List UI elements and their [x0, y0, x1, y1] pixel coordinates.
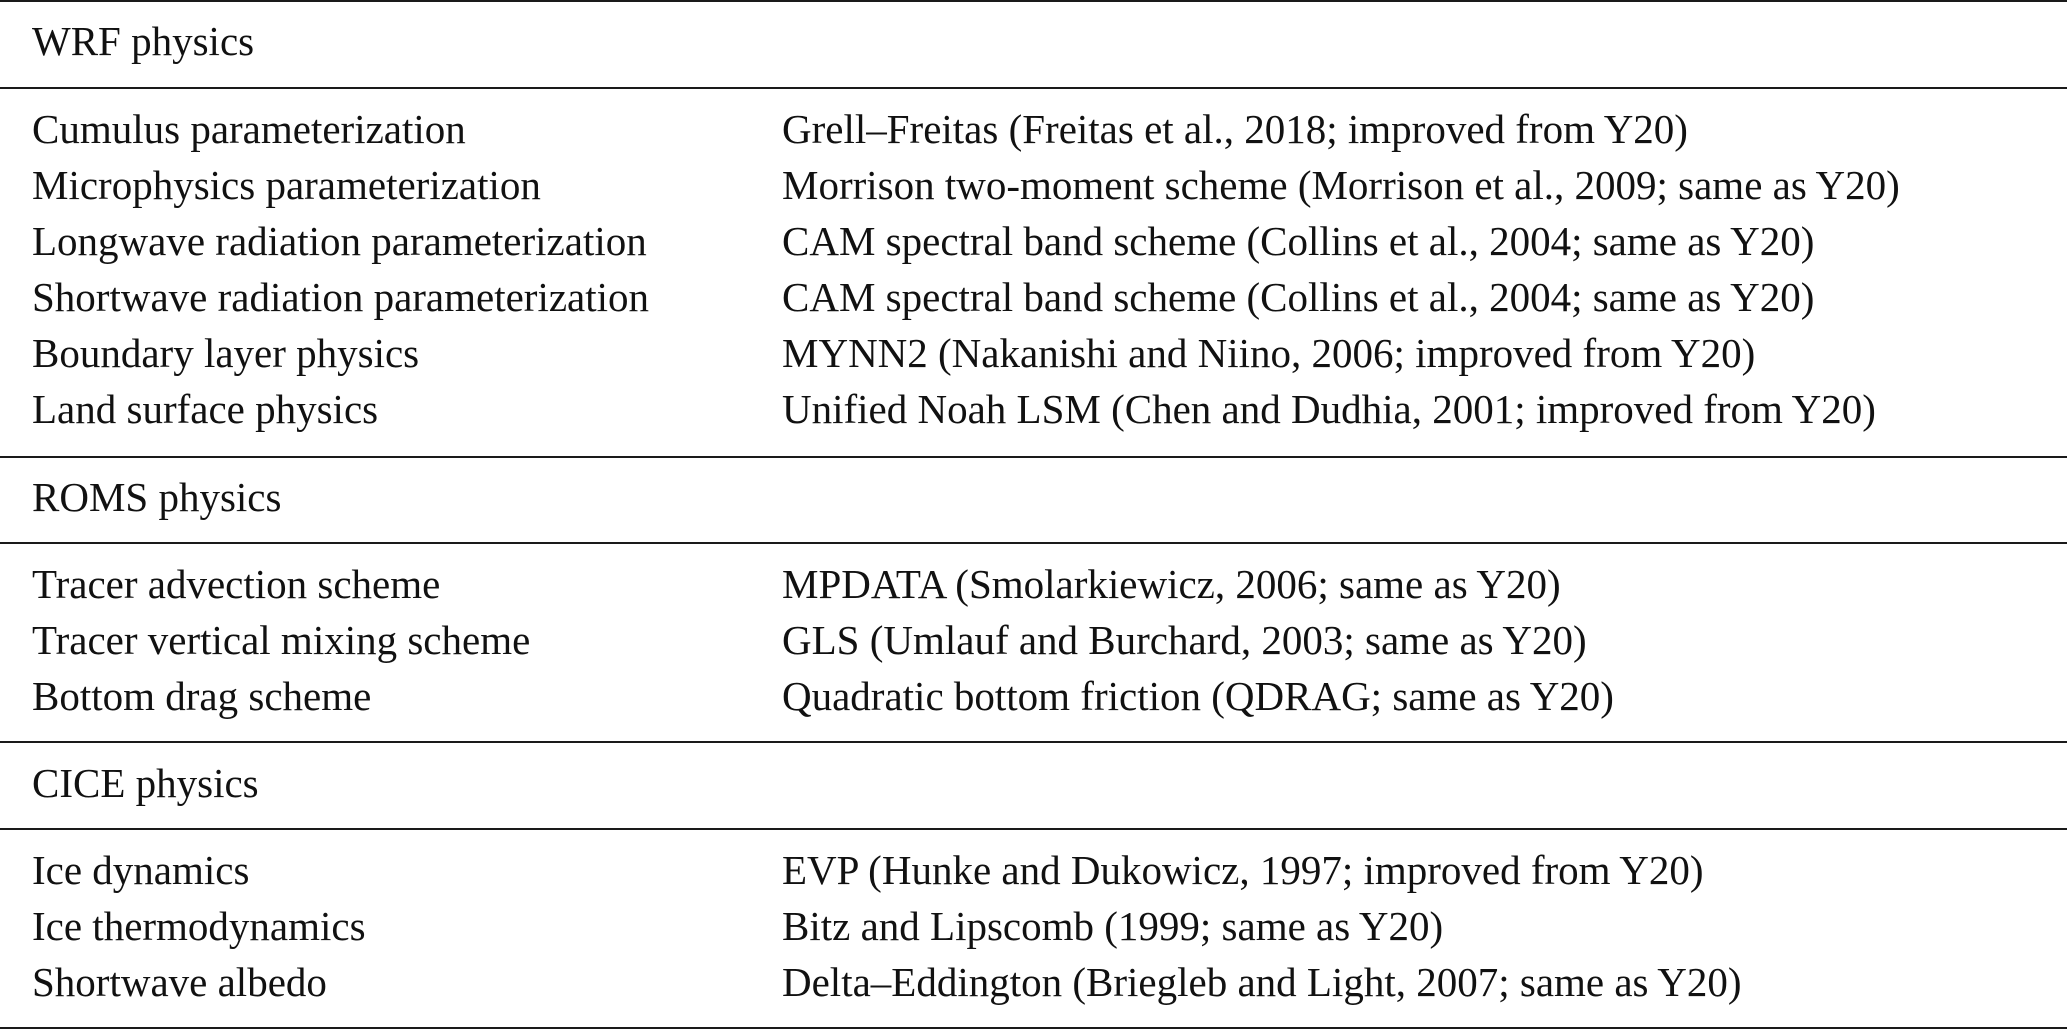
section-rule [0, 87, 2067, 89]
scheme-cell: Bitz and Lipscomb (1999; same as Y20) [782, 903, 1444, 949]
scheme-cell: MYNN2 (Nakanishi and Niino, 2006; improved from Y20) [782, 330, 1756, 376]
scheme-cell: CAM spectral band scheme (Collins et al., 2004; same as Y20) [782, 274, 1815, 320]
parameter-cell: Tracer advection scheme [32, 561, 441, 607]
table-top-rule [0, 0, 2067, 2]
parameter-cell: Microphysics parameterization [32, 162, 541, 208]
section-title-roms: ROMS physics [32, 474, 282, 520]
parameter-cell: Longwave radiation parameterization [32, 218, 647, 264]
section-title-wrf: WRF physics [32, 18, 255, 64]
scheme-cell: CAM spectral band scheme (Collins et al., 2004; same as Y20) [782, 218, 1815, 264]
section-rule [0, 542, 2067, 544]
parameter-cell: Shortwave radiation parameterization [32, 274, 650, 320]
parameter-cell: Cumulus parameterization [32, 106, 466, 152]
parameter-cell: Land surface physics [32, 386, 379, 432]
scheme-cell: Morrison two-moment scheme (Morrison et al., 2009; same as Y20) [782, 162, 1900, 208]
scheme-cell: Delta–Eddington (Briegleb and Light, 2007; same as Y20) [782, 959, 1742, 1005]
parameter-cell: Shortwave albedo [32, 959, 327, 1005]
section-title-cice: CICE physics [32, 760, 259, 806]
parameter-cell: Bottom drag scheme [32, 673, 372, 719]
parameter-cell: Tracer vertical mixing scheme [32, 617, 531, 663]
parameter-cell: Ice dynamics [32, 847, 250, 893]
section-rule [0, 741, 2067, 743]
scheme-cell: GLS (Umlauf and Burchard, 2003; same as Y20) [782, 617, 1587, 663]
scheme-cell: Grell–Freitas (Freitas et al., 2018; improved from Y20) [782, 106, 1688, 152]
section-rule [0, 828, 2067, 830]
parameter-cell: Boundary layer physics [32, 330, 420, 376]
scheme-cell: Quadratic bottom friction (QDRAG; same as Y20) [782, 673, 1614, 719]
table-bottom-rule [0, 1027, 2067, 1029]
scheme-cell: MPDATA (Smolarkiewicz, 2006; same as Y20) [782, 561, 1561, 607]
scheme-cell: EVP (Hunke and Dukowicz, 1997; improved from Y20) [782, 847, 1704, 893]
parameter-cell: Ice thermodynamics [32, 903, 366, 949]
section-rule [0, 456, 2067, 458]
scheme-cell: Unified Noah LSM (Chen and Dudhia, 2001; improved from Y20) [782, 386, 1876, 432]
